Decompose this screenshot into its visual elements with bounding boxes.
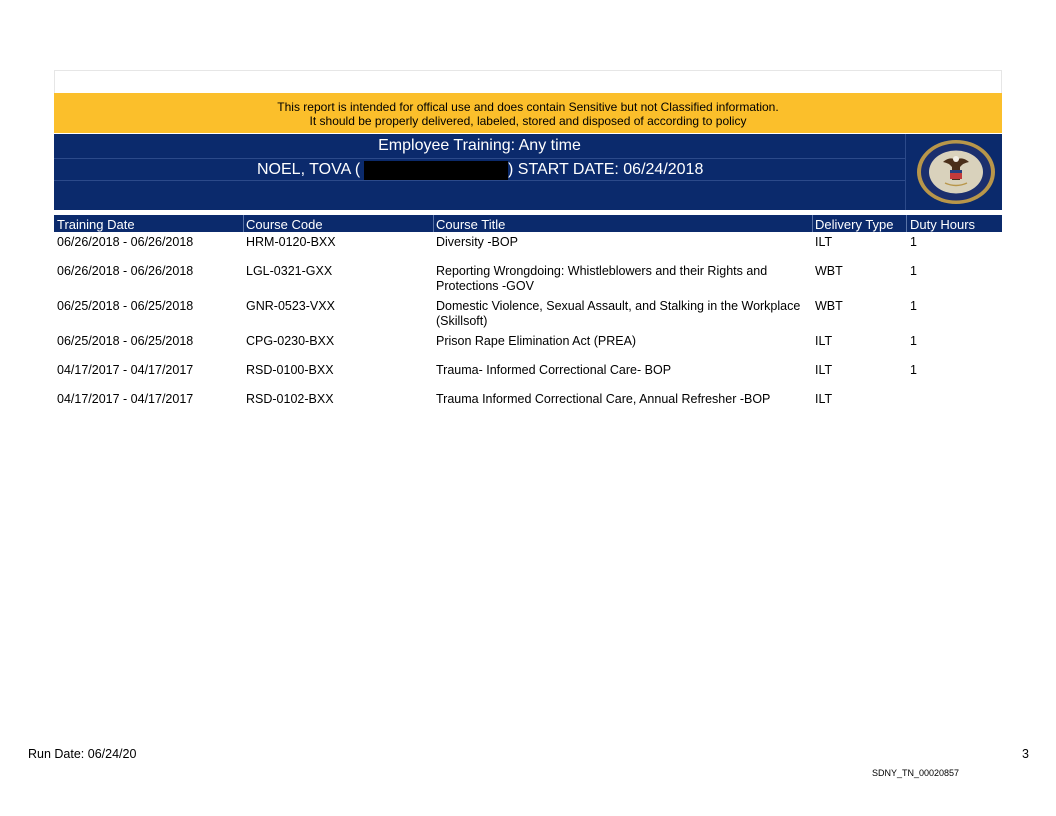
sensitivity-banner <box>54 93 1002 133</box>
course-title-cell: Prison Rape Elimination Act (PREA) <box>436 334 637 348</box>
delivery-type-cell: ILT <box>815 363 833 377</box>
run-date: Run Date: 06/24/20 <box>28 747 137 761</box>
banner-line-1: This report is intended for offical use and does contain Sensitive but not Classified information. <box>277 100 779 114</box>
course-title-cell: Trauma Informed Correctional Care, Annual Refresher -BOP <box>436 392 771 406</box>
delivery-type-cell: ILT <box>815 334 833 348</box>
course-code-cell: LGL-0321-GXX <box>246 264 333 278</box>
col-divider <box>906 215 907 232</box>
header-divider <box>905 134 906 210</box>
course-code-cell: GNR-0523-VXX <box>246 299 335 313</box>
training-date-cell: 04/17/2017 - 04/17/2017 <box>57 392 194 406</box>
col-training-date: Training Date <box>57 217 135 232</box>
delivery-type-cell: WBT <box>815 299 843 313</box>
course-title-cell: Domestic Violence, Sexual Assault, and Stalking in the Workplace (Skillsoft) <box>436 299 801 328</box>
course-code-cell: HRM-0120-BXX <box>246 235 336 249</box>
redaction-box <box>364 161 508 180</box>
training-date-cell: 06/26/2018 - 06/26/2018 <box>57 235 194 249</box>
course-title-cell: Trauma- Informed Correctional Care- BOP <box>436 363 672 377</box>
duty-hours-cell: 1 <box>910 363 917 377</box>
report-header <box>54 134 1002 210</box>
delivery-type-cell: ILT <box>815 392 833 406</box>
frame-left-line <box>54 70 55 93</box>
report-title: Employee Training: Any time <box>54 134 905 159</box>
employee-line <box>54 159 905 181</box>
training-date-cell: 06/25/2018 - 06/25/2018 <box>57 299 194 313</box>
course-code-cell: RSD-0102-BXX <box>246 392 334 406</box>
training-date-cell: 06/25/2018 - 06/25/2018 <box>57 334 194 348</box>
col-course-code: Course Code <box>246 217 323 232</box>
bates-number: SDNY_TN_00020857 <box>872 768 960 778</box>
course-title-cell: Diversity -BOP <box>436 235 518 249</box>
employee-name: NOEL, TOVA ( <box>257 161 361 178</box>
col-duty-hours: Duty Hours <box>910 217 976 232</box>
page-number: 3 <box>1022 747 1029 761</box>
frame-top-line <box>54 70 1002 71</box>
course-title-cell: Reporting Wrongdoing: Whistleblowers and their Rights and Protections -GOV <box>436 264 768 293</box>
col-course-title: Course Title <box>436 217 506 232</box>
training-date-cell: 06/26/2018 - 06/26/2018 <box>57 264 194 278</box>
col-divider <box>433 215 434 232</box>
table-header <box>54 215 1002 232</box>
col-divider <box>243 215 244 232</box>
delivery-type-cell: WBT <box>815 264 843 278</box>
course-code-cell: CPG-0230-BXX <box>246 334 335 348</box>
duty-hours-cell: 1 <box>910 264 917 278</box>
duty-hours-cell: 1 <box>910 299 917 313</box>
duty-hours-cell: 1 <box>910 334 917 348</box>
frame-right-line <box>1001 70 1002 93</box>
banner-line-2: It should be properly delivered, labeled, stored and disposed of according to policy <box>309 114 747 128</box>
delivery-type-cell: ILT <box>815 235 833 249</box>
start-date: ) START DATE: 06/24/2018 <box>508 161 704 178</box>
col-divider <box>812 215 813 232</box>
duty-hours-cell: 1 <box>910 235 917 249</box>
doj-bop-seal-icon <box>915 138 997 206</box>
training-date-cell: 04/17/2017 - 04/17/2017 <box>57 363 194 377</box>
col-delivery-type: Delivery Type <box>815 217 894 232</box>
course-code-cell: RSD-0100-BXX <box>246 363 334 377</box>
